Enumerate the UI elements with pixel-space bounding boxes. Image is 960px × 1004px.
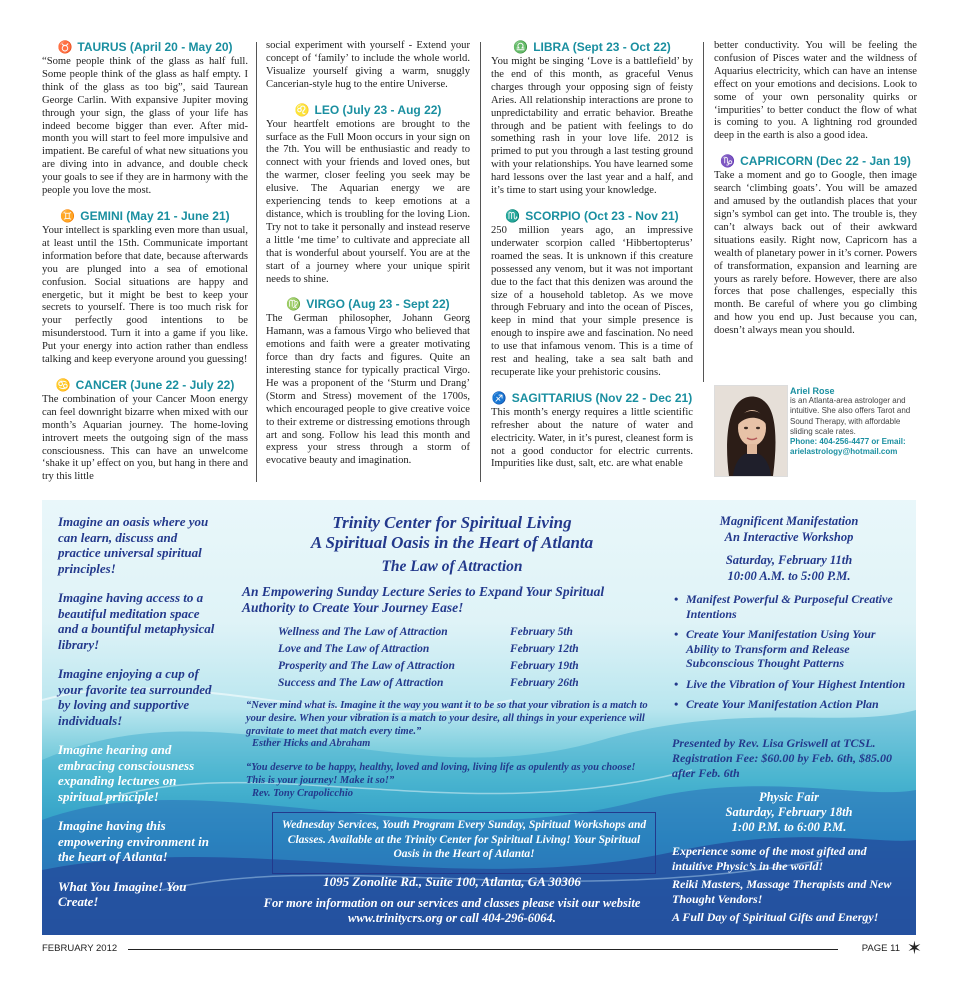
leo-text: Your heartfelt emotions are brought to the surface as the Full Moon occurs in your sign on the 7th. You will be enthusiastic and ready to connect with your friends and loved ones, but the warmer, closer feeling you seek may be elusive. The Aquarian energy we are experiencing tends to keep emotions at a distance, which is troubling for the loving Lion. Try not to take it personally and instead reserve a little ‘me time’ to cultivate and appreciate all that is wonderful about yourself. You are at the start of a journey where your unique spirit needs to shine. xyxy=(266,118,470,285)
column-2 xyxy=(266,40,470,468)
page-number: PAGE 11 xyxy=(861,943,900,954)
sagittarius-icon: ♐ xyxy=(491,390,507,405)
workshop-item: • Manifest Powerful & Purposeful Creative Intentions xyxy=(674,592,906,621)
physic-fair-details: Experience some of the most gifted and intuitive Physic’s in the world! Reiki Masters, Massage Therapists and New Thought Vendors! A Full Day of Spiritual Gifts and Energy! xyxy=(672,844,892,924)
workshop-item: • Live the Vibration of Your Highest Intention xyxy=(674,677,906,692)
workshop-item: • Create Your Manifestation Action Plan xyxy=(674,697,906,712)
imagine-list xyxy=(58,514,218,924)
cancer-text: The combination of your Cancer Moon energy can feel downright bizarre when mixed with our month’s Aquarian journey. The home-loving introvert meets the outgoing sign of the mass consciousness. This can have an unwelcome ‘shake it up’ effect on you, but hang in there and try this little xyxy=(42,393,248,483)
imagine-item: Imagine having access to a beautiful meditation space and a bountiful metaphysical library! xyxy=(58,590,215,652)
taurus-heading: ♉ TAURUS (April 20 - May 20) xyxy=(57,40,233,54)
footer-rule xyxy=(128,949,838,950)
libra-icon: ♎ xyxy=(513,40,529,54)
column-divider xyxy=(256,42,257,482)
virgo-text: The German philosopher, Johann Georg Hamann, was a famous Virgo who believed that emotions and faith were a greater motivating force than dry facts and figures. Quite an interesting stance for typically practical Virgo. He was a proponent of the ‘Sturm und Drang’ (Storm and Stress) movement of the 1700s, which encouraged people to give creative voice to their extreme or distressing emotions through art and song. Follow his lead this month and express your stress through a storm of evocative beauty and imagination. xyxy=(266,313,470,467)
capricorn-text: Take a moment and go to Google, then image search ‘climbing goats’. You will be amazed and amused by the outlandish places that your sign’s symbol can get into. The trouble is, they can’t always back out of their awkward situations easily. Right now, Capricorn has a wealth of planetary power in it’s corner. Powers of transformation, expansion and learning are yours as rarely before. However, there are also forces that pose challenges, especially this month. Be careful of where you go climbing and how you end up. Just because you can, doesn’t always mean you should. xyxy=(714,170,917,337)
sagittarius-text-continued: better conductivity. You will be feeling the confusion of Pisces water and the wildness of Aquarius electricity, which can have an intense effect on your emotions and decisions. Look to some of your own personality quirks or ‘impurities’ to better conduct the flow of what is coming to you. A lightning rod grounded deep in the earth is also a good idea. xyxy=(714,40,917,142)
physic-fair-header: Physic Fair Saturday, February 18th 1:00 P.M. to 6:00 P.M. xyxy=(725,790,853,834)
page-footer xyxy=(42,938,922,959)
author-portrait-icon xyxy=(715,386,787,476)
capricorn-heading: ♑ CAPRICORN (Dec 22 - Jan 19) xyxy=(720,154,911,169)
cancer-text-continued: social experiment with yourself - Extend your concept of ‘family’ to include the whole world. Visualize yourself giving a warm, snuggly Cancerian-style hug to the entire Universe. xyxy=(266,40,470,90)
gemini-text: Your intellect is sparkling even more than usual, at least until the 15th. Communicate important information before that date, because afterwards you are plunged into a sea of emotional confusion. Social situations are happy and energetic, but it might be best to keep your secrets to yourself. There is too much risk for your perfectly good intentions to be misunderstood. Turn it into a game if you like. Put your energy into action rather than endless talking and keep everyone around you guessing! xyxy=(42,224,248,366)
taurus-text: “Some people think of the glass as half full. Some people think of the glass as half empty. I think of the glass as too big”, said Taurean George Carlin. With expansive Jupiter moving through your sign, the glass of your life has indeed become bigger than ever. After mid-month you will start to feel more impulsive and impatient. Be careful of what new situations you are diving into in advance, and double check your goals to see if they are in harmony with the people you love the most. xyxy=(42,56,248,197)
ad-title: Trinity Center for Spiritual Living A Spiritual Oasis in the Heart of Atlanta xyxy=(310,513,594,552)
quote-crapolicchio: “You deserve to be happy, healthy, loved and loving, living life as opulently as you choose! This is your journey! Make it so!” Rev. Tony Crapolicchio xyxy=(246,762,636,799)
workshop-list xyxy=(674,592,906,718)
leo-icon: ♌ xyxy=(294,102,310,117)
imagine-item: What You Imagine! You Create! xyxy=(58,878,187,909)
lecture-row: Wellness and The Law of Attraction February 5th xyxy=(278,626,573,638)
column-divider xyxy=(480,42,481,482)
quote-hicks: “Never mind what is. Imagine it the way you want it to be so that your vibration is a match to your desire. When your vibration is a match to your desire, all things in your experience will gravitate to meet that match every time.” Esther Hicks and Abraham xyxy=(246,700,648,750)
cancer-heading: ♋ CANCER (June 22 - July 22) xyxy=(55,377,235,392)
lecture-row: Success and The Law of Attraction February 26th xyxy=(278,677,579,689)
author-bio xyxy=(790,386,918,457)
column-4 xyxy=(714,40,917,338)
cancer-icon: ♋ xyxy=(55,377,71,392)
author-name: Ariel Rose xyxy=(790,386,835,396)
libra-text: You might be singing ‘Love is a battlefield’ by the end of this month, as graceful Venus charges through your opposing sign of feisty Aries. All relationship interactions are prone to unpredictability and erratic behavior. Breathe through and be patient with feelings to do something rash in your love life. 2012 is primed to put you through a last testing ground with your relationships. You have learned some hard lessons over the last year and a half, and it’s time to start using your knowledge. xyxy=(491,56,693,197)
libra-heading: ♎ LIBRA (Sept 23 - Oct 22) xyxy=(513,40,671,54)
star-icon: ✶ xyxy=(906,938,922,958)
virgo-heading: ♍ VIRGO (Aug 23 - Sept 22) xyxy=(286,297,450,312)
lecture-schedule xyxy=(278,624,638,692)
trinity-center-ad xyxy=(42,500,916,935)
virgo-icon: ♍ xyxy=(286,297,302,312)
author-contact: Phone: 404-256-4477 or Email: arielastrology@hotmail.com xyxy=(790,437,906,457)
column-1 xyxy=(42,40,248,484)
lecture-row: Love and The Law of Attraction February 12th xyxy=(278,643,579,655)
lecture-row: Prosperity and The Law of Attraction February 19th xyxy=(278,660,579,672)
address: 1095 Zonolite Rd., Suite 100, Atlanta, GA 30306 xyxy=(323,874,581,889)
column-3 xyxy=(491,40,693,471)
workshop-presenter: Presented by Rev. Lisa Griswell at TCSL. Registration Fee: $60.00 by Feb. 6th, $85.00 after Feb. 6th xyxy=(672,736,892,780)
taurus-icon: ♉ xyxy=(57,40,73,54)
sagittarius-text: This month’s energy requires a little scientific refresher about the nature of water and electricity. Water, in it’s purest, cleanest form is not a good conductor for electric currents. Impurities like dust, salt, etc. are what enable xyxy=(491,406,693,470)
scorpio-heading: ♏ SCORPIO (Oct 23 - Nov 21) xyxy=(505,208,679,223)
workshop-header: Magnificent Manifestation An Interactive Workshop Saturday, February 11th 10:00 A.M. to 5:00 P.M. xyxy=(719,514,859,583)
capricorn-icon: ♑ xyxy=(720,154,736,169)
workshop-item: • Create Your Manifestation Using Your Ability to Transform and Release Subconscious Thought Patterns xyxy=(674,627,906,671)
gemini-icon: ♊ xyxy=(60,208,76,223)
lecture-series-subtitle: An Empowering Sunday Lecture Series to Expand Your Spiritual Authority to Create Your Journey Ease! xyxy=(242,584,605,615)
imagine-item: Imagine an oasis where you can learn, discuss and practice universal spiritual principles! xyxy=(58,514,209,576)
law-of-attraction-heading: The Law of Attraction xyxy=(381,558,523,575)
gemini-heading: ♊ GEMINI (May 21 - June 21) xyxy=(60,208,230,223)
scorpio-text: 250 million years ago, an impressive underwater scorpion called ‘Hibbertopterus’ roamed the seas. It is unknown if this creature possessed any venom, but it was not important due to the fact that this denizen was around the size of a household tabletop. As we move through February and into the ocean of Pisces, keep in mind that your simple presence is enough to inspire awe and fascination. No need to use that infamous venom. This is a time of rest and healing, take a sea salt bath and recuperate like your prehistoric cousins. xyxy=(491,224,693,378)
more-info: For more information on our services and classes please visit our website www.trinitycrs.org or call 404-296-6064. xyxy=(263,896,641,925)
sagittarius-heading: ♐ SAGITTARIUS (Nov 22 - Dec 21) xyxy=(491,390,693,405)
imagine-item: Imagine enjoying a cup of your favorite tea surrounded by loving and supportive individuals! xyxy=(58,666,212,728)
leo-heading: ♌ LEO (July 23 - Aug 22) xyxy=(294,102,442,117)
author-description: is an Atlanta-area astrologer and intuitive. She also offers Tarot and Sound Therapy, with affordable sliding scale rates. xyxy=(790,396,911,436)
services-text: Wednesday Services, Youth Program Every Sunday, Spiritual Workshops and Classes. Available at the Trinity Center for Spiritual Living! Your Spiritual Oasis in the Heart of Atlanta! xyxy=(281,819,647,860)
imagine-item: Imagine hearing and embracing consciousness expanding lectures on spiritual principle! xyxy=(58,742,195,804)
issue-date: FEBRUARY 2012 xyxy=(42,943,118,954)
author-photo xyxy=(714,385,788,477)
scorpio-icon: ♏ xyxy=(505,208,521,223)
imagine-item: Imagine having this empowering environment in the heart of Atlanta! xyxy=(58,818,209,864)
column-divider xyxy=(703,42,704,382)
